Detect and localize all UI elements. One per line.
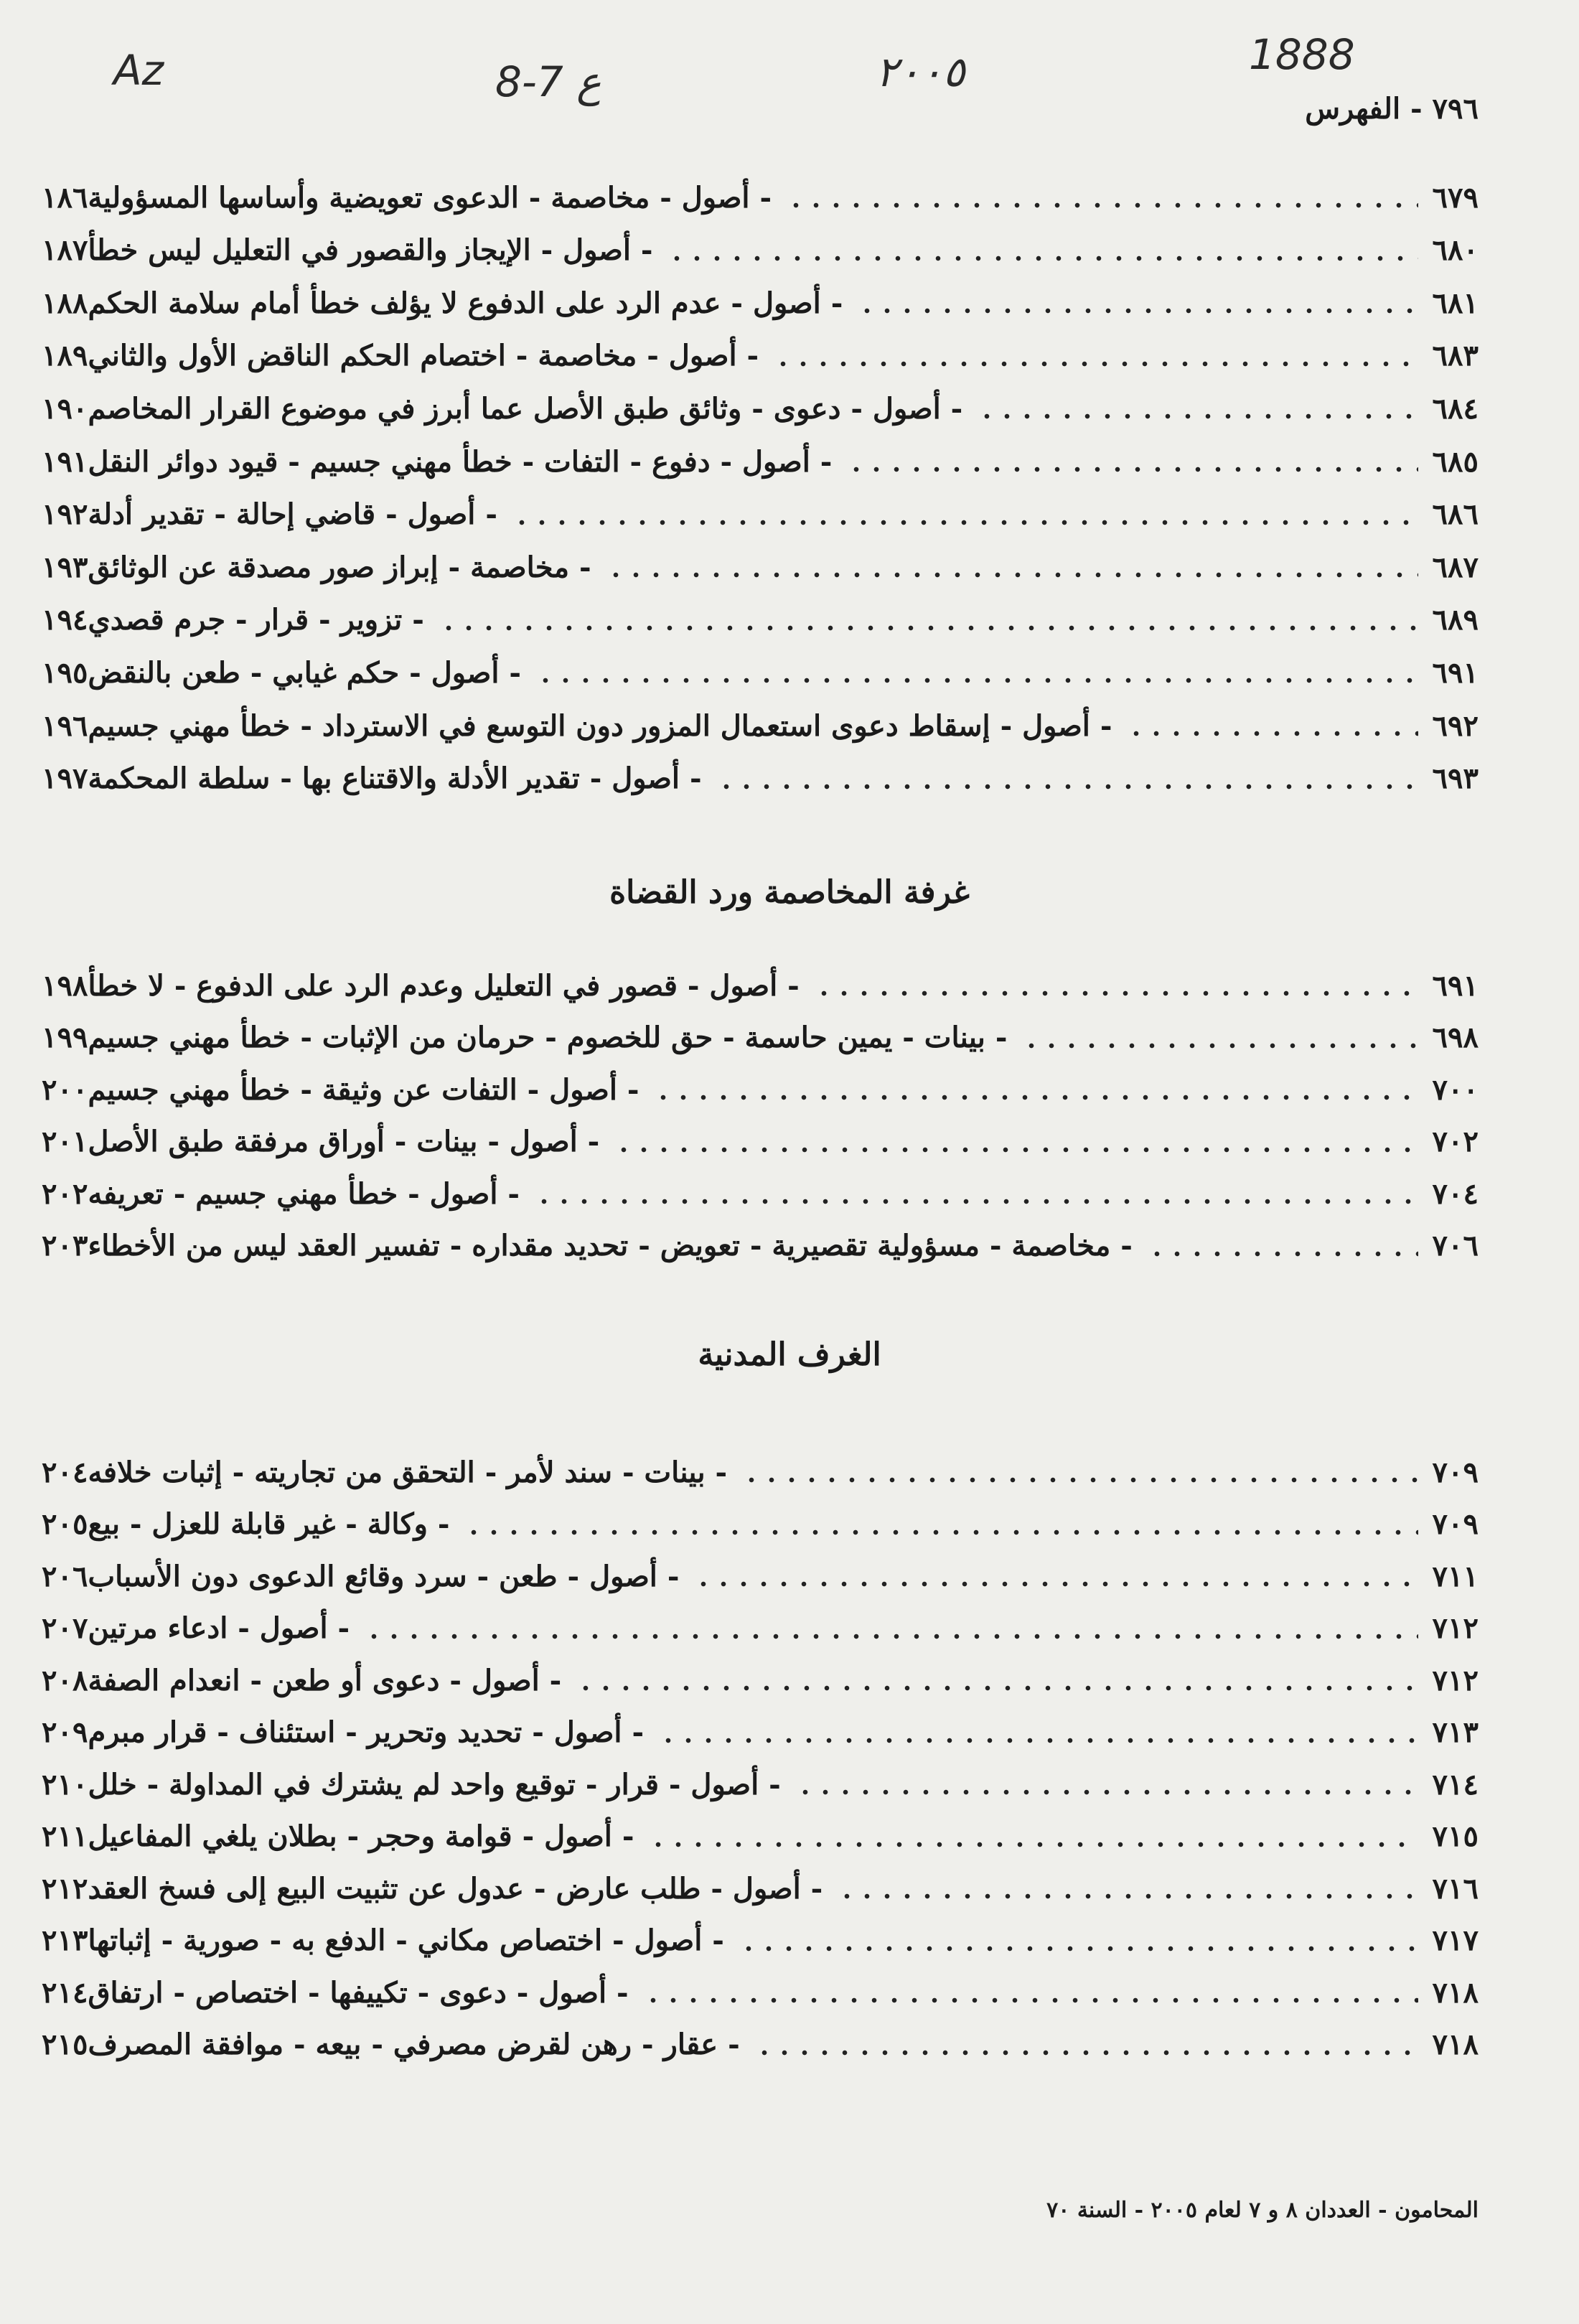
- entry-number: ١٩٠: [42, 391, 88, 426]
- entry-page-number: ٦٩٨: [1432, 1021, 1479, 1054]
- entry-number: ٢٠٨: [42, 1663, 88, 1697]
- entry-number: ٢٠٣: [42, 1229, 88, 1262]
- entry-title: - أصول - خطأ مهني جسيم - تعريفه: [88, 1176, 520, 1211]
- index-entry: [29, 1967, 1479, 2018]
- entry-page-number: ٦٩١: [1432, 968, 1479, 1003]
- index-entry: [29, 172, 1479, 222]
- handwritten-note-right: 1888: [1249, 30, 1355, 79]
- entry-number: ٢٠٧: [42, 1611, 88, 1645]
- entry-number: ٢١٣: [42, 1924, 88, 1957]
- entry-number: ٢٠٤: [42, 1455, 88, 1489]
- dot-leader: [1126, 730, 1418, 737]
- dot-leader: [534, 1198, 1418, 1205]
- entry-title: - أصول - مخاصمة - اختصام الحكم الناقض الأول والثاني: [88, 339, 759, 373]
- entry-title: - أصول - طعن - سرد وقائع الدعوى دون الأسباب: [88, 1559, 680, 1593]
- entry-title: - أصول - دعوى - وثائق طبق الأصل عما أبرز في موضوع القرار المخاصم: [88, 391, 963, 426]
- index-entry: [29, 331, 1479, 381]
- entry-title: - بينات - يمين حاسمة - حق للخصوم - حرمان من الإثبات - خطأ مهني جسيم: [88, 1021, 1008, 1054]
- index-entry: [29, 1064, 1479, 1115]
- entry-title: - بينات - سند لأمر - التحقق من تجاريته - إثبات خلافه: [88, 1455, 728, 1489]
- entry-page-number: ٧٠٠: [1432, 1072, 1479, 1107]
- entry-title: - تزوير - قرار - جرم قصدي: [88, 603, 424, 637]
- entry-page-number: ٦٨٥: [1432, 444, 1479, 479]
- dot-leader: [535, 677, 1418, 684]
- handwritten-note-left: Az: [113, 46, 164, 95]
- dot-leader: [512, 519, 1418, 526]
- section-heading-adversarial-chamber: غرفة المخاصمة ورد القضاة: [609, 874, 970, 911]
- entry-number: ١٩٦: [42, 708, 88, 743]
- index-entry: [29, 1863, 1479, 1913]
- entry-title: - عقار - رهن لقرض مصرفي - بيعه - موافقة المصرف: [88, 2028, 740, 2061]
- entry-page-number: ٦٨٠: [1432, 233, 1479, 268]
- dot-leader: [364, 1633, 1418, 1640]
- entry-page-number: ٧١٢: [1432, 1611, 1479, 1645]
- entry-page-number: ٧٠٩: [1432, 1455, 1479, 1489]
- entry-title: - أصول - مخاصمة - الدعوى تعويضية وأساسها المسؤولية: [88, 180, 772, 215]
- dot-leader: [786, 202, 1418, 209]
- dot-leader: [977, 413, 1418, 420]
- index-entry: [29, 1447, 1479, 1497]
- entry-number: ٢٠٠: [42, 1072, 88, 1107]
- handwritten-note-mid-left: 8-7 ع: [495, 57, 601, 106]
- dot-leader: [814, 990, 1418, 997]
- entry-title: - أصول - اختصاص مكاني - الدفع به - صورية - إثباتها: [88, 1924, 724, 1957]
- dot-leader: [667, 255, 1418, 262]
- dot-leader: [754, 2049, 1418, 2056]
- handwritten-note-mid-right: ٢٠٠٥: [876, 47, 965, 96]
- entry-page-number: ٦٩١: [1432, 655, 1479, 690]
- entry-number: ١٨٦: [42, 180, 88, 215]
- dot-leader: [614, 1146, 1418, 1153]
- index-entry: [29, 1221, 1479, 1271]
- dot-leader: [846, 466, 1418, 473]
- index-list-group-3: [29, 1447, 1479, 2071]
- entry-page-number: ٦٨٦: [1432, 497, 1479, 532]
- index-entry: [29, 595, 1479, 645]
- index-entry: [29, 1707, 1479, 1758]
- index-entry: [29, 383, 1479, 434]
- entry-page-number: ٧١٤: [1432, 1767, 1479, 1801]
- dot-leader: [1021, 1042, 1418, 1049]
- section-heading-civil-chambers: الغرف المدنية: [698, 1336, 881, 1373]
- entry-number: ١٩٤: [42, 603, 88, 637]
- entry-page-number: ٧١١: [1432, 1559, 1479, 1593]
- entry-title: - وكالة - غير قابلة للعزل - بيع: [88, 1507, 450, 1541]
- entry-page-number: ٦٨٧: [1432, 550, 1479, 584]
- entry-number: ١٨٩: [42, 339, 88, 373]
- dot-leader: [716, 783, 1418, 790]
- entry-title: - أصول - حكم غيابي - طعن بالنقض: [88, 655, 522, 690]
- index-entry: [29, 754, 1479, 804]
- dot-leader: [795, 1789, 1418, 1796]
- index-entry: [29, 436, 1479, 487]
- entry-page-number: ٦٨١: [1432, 286, 1479, 320]
- entry-title: - أصول - التفات عن وثيقة - خطأ مهني جسيم: [88, 1072, 639, 1107]
- entry-number: ٢٠٩: [42, 1715, 88, 1749]
- dot-leader: [658, 1737, 1418, 1744]
- entry-page-number: ٧١٦: [1432, 1871, 1479, 1906]
- dot-leader: [741, 1476, 1418, 1484]
- entry-title: - أصول - قاضي إحالة - تقدير أدلة: [88, 497, 497, 532]
- dot-leader: [773, 360, 1418, 367]
- entry-page-number: ٧٠٩: [1432, 1507, 1479, 1541]
- index-entry: [29, 647, 1479, 698]
- entry-title: - أصول - الإيجاز والقصور في التعليل ليس خطأ: [88, 233, 653, 268]
- dot-leader: [576, 1685, 1418, 1692]
- index-entry: [29, 2020, 1479, 2070]
- entry-page-number: ٧٠٦: [1432, 1229, 1479, 1262]
- entry-page-number: ٦٧٩: [1432, 180, 1479, 215]
- dot-leader: [439, 624, 1418, 632]
- entry-number: ١٩٩: [42, 1021, 88, 1054]
- entry-number: ٢١٥: [42, 2028, 88, 2061]
- dot-leader: [837, 1893, 1418, 1900]
- entry-number: ٢٠٦: [42, 1559, 88, 1593]
- index-entry: [29, 1499, 1479, 1550]
- entry-title: - أصول - ادعاء مرتين: [88, 1611, 350, 1645]
- entry-title: - أصول - دعوى - تكييفها - اختصاص - ارتفاق: [88, 1975, 629, 2010]
- entry-number: ٢١٤: [42, 1975, 88, 2010]
- entry-page-number: ٧١٢: [1432, 1663, 1479, 1697]
- index-entry: [29, 1013, 1479, 1063]
- entry-title: - أصول - قوامة وحجر - بطلان يلغي المفاعيل: [88, 1819, 634, 1853]
- dot-leader: [606, 571, 1418, 578]
- index-entry: [29, 1655, 1479, 1705]
- entry-number: ٢٠١: [42, 1125, 88, 1158]
- entry-page-number: ٦٩٢: [1432, 708, 1479, 743]
- entry-title: - مخاصمة - إبراز صور مصدقة عن الوثائق: [88, 550, 591, 584]
- entry-number: ١٩١: [42, 444, 88, 479]
- index-entry: [29, 489, 1479, 540]
- entry-number: ٢٠٥: [42, 1507, 88, 1541]
- index-entry: [29, 1812, 1479, 1862]
- page-footer: المحامون - العددان ٨ و ٧ لعام ٢٠٠٥ - السنة ٧٠: [1046, 2198, 1479, 2223]
- entry-page-number: ٦٩٣: [1432, 762, 1479, 796]
- dot-leader: [693, 1580, 1418, 1588]
- dot-leader: [857, 307, 1418, 314]
- index-entry: [29, 960, 1479, 1011]
- entry-title: - أصول - بينات - أوراق مرفقة طبق الأصل: [88, 1125, 600, 1158]
- entry-number: ٢١١: [42, 1819, 88, 1853]
- dot-leader: [653, 1094, 1418, 1101]
- entry-number: ١٨٨: [42, 286, 88, 320]
- index-entry: [29, 1168, 1479, 1219]
- entry-title: - أصول - قرار - توقيع واحد لم يشترك في المداولة - خلل: [88, 1767, 781, 1801]
- entry-page-number: ٧١٨: [1432, 2028, 1479, 2061]
- entry-number: ١٩٨: [42, 968, 88, 1003]
- dot-leader: [464, 1529, 1418, 1536]
- entry-number: ١٩٧: [42, 762, 88, 796]
- entry-number: ٢١٠: [42, 1767, 88, 1801]
- entry-title: - أصول - دفوع - التفات - خطأ مهني جسيم - قيود دوائر النقل: [88, 444, 833, 479]
- index-entry: [29, 278, 1479, 328]
- entry-title: - أصول - دعوى أو طعن - انعدام الصفة: [88, 1663, 562, 1697]
- dot-leader: [643, 1997, 1418, 2004]
- dot-leader: [739, 1945, 1418, 1952]
- page-header: ٧٩٦ - الفهرس: [1305, 92, 1479, 126]
- entry-title: - أصول - تحديد وتحرير - استئناف - قرار مبرم: [88, 1715, 645, 1749]
- entry-title: - مخاصمة - مسؤولية تقصيرية - تعويض - تحديد مقداره - تفسير العقد ليس من الأخطاء: [88, 1229, 1133, 1262]
- dot-leader: [1147, 1250, 1418, 1257]
- index-list-group-2: [29, 960, 1479, 1273]
- index-entry: [29, 542, 1479, 592]
- index-entry: [29, 701, 1479, 751]
- index-entry: [29, 225, 1479, 276]
- index-entry: [29, 1603, 1479, 1654]
- entry-page-number: ٧٠٤: [1432, 1176, 1479, 1211]
- entry-number: ١٩٢: [42, 497, 88, 532]
- entry-title: - أصول - عدم الرد على الدفوع لا يؤلف خطأ أمام سلامة الحكم: [88, 286, 843, 320]
- entry-page-number: ٦٨٤: [1432, 391, 1479, 426]
- entry-number: ٢٠٢: [42, 1176, 88, 1211]
- entry-number: ١٩٣: [42, 550, 88, 584]
- dot-leader: [648, 1841, 1418, 1848]
- entry-page-number: ٦٨٣: [1432, 339, 1479, 373]
- entry-number: ١٨٧: [42, 233, 88, 268]
- index-list-group-1: [29, 172, 1479, 806]
- entry-title: - أصول - تقدير الأدلة والاقتناع بها - سلطة المحكمة: [88, 762, 702, 796]
- entry-page-number: ٧١٨: [1432, 1975, 1479, 2010]
- entry-title: - أصول - إسقاط دعوى استعمال المزور دون التوسع في الاسترداد - خطأ مهني جسيم: [88, 708, 1112, 743]
- index-entry: [29, 1916, 1479, 1966]
- entry-page-number: ٦٨٩: [1432, 603, 1479, 637]
- entry-title: - أصول - قصور في التعليل وعدم الرد على الدفوع - لا خطأ: [88, 968, 800, 1003]
- entry-number: ١٩٥: [42, 655, 88, 690]
- index-entry: [29, 1551, 1479, 1601]
- entry-page-number: ٧١٧: [1432, 1924, 1479, 1957]
- entry-title: - أصول - طلب عارض - عدول عن تثبيت البيع إلى فسخ العقد: [88, 1871, 823, 1906]
- entry-number: ٢١٢: [42, 1871, 88, 1906]
- index-entry: [29, 1117, 1479, 1167]
- entry-page-number: ٧١٣: [1432, 1715, 1479, 1749]
- index-entry: [29, 1759, 1479, 1809]
- entry-page-number: ٧١٥: [1432, 1819, 1479, 1853]
- entry-page-number: ٧٠٢: [1432, 1125, 1479, 1158]
